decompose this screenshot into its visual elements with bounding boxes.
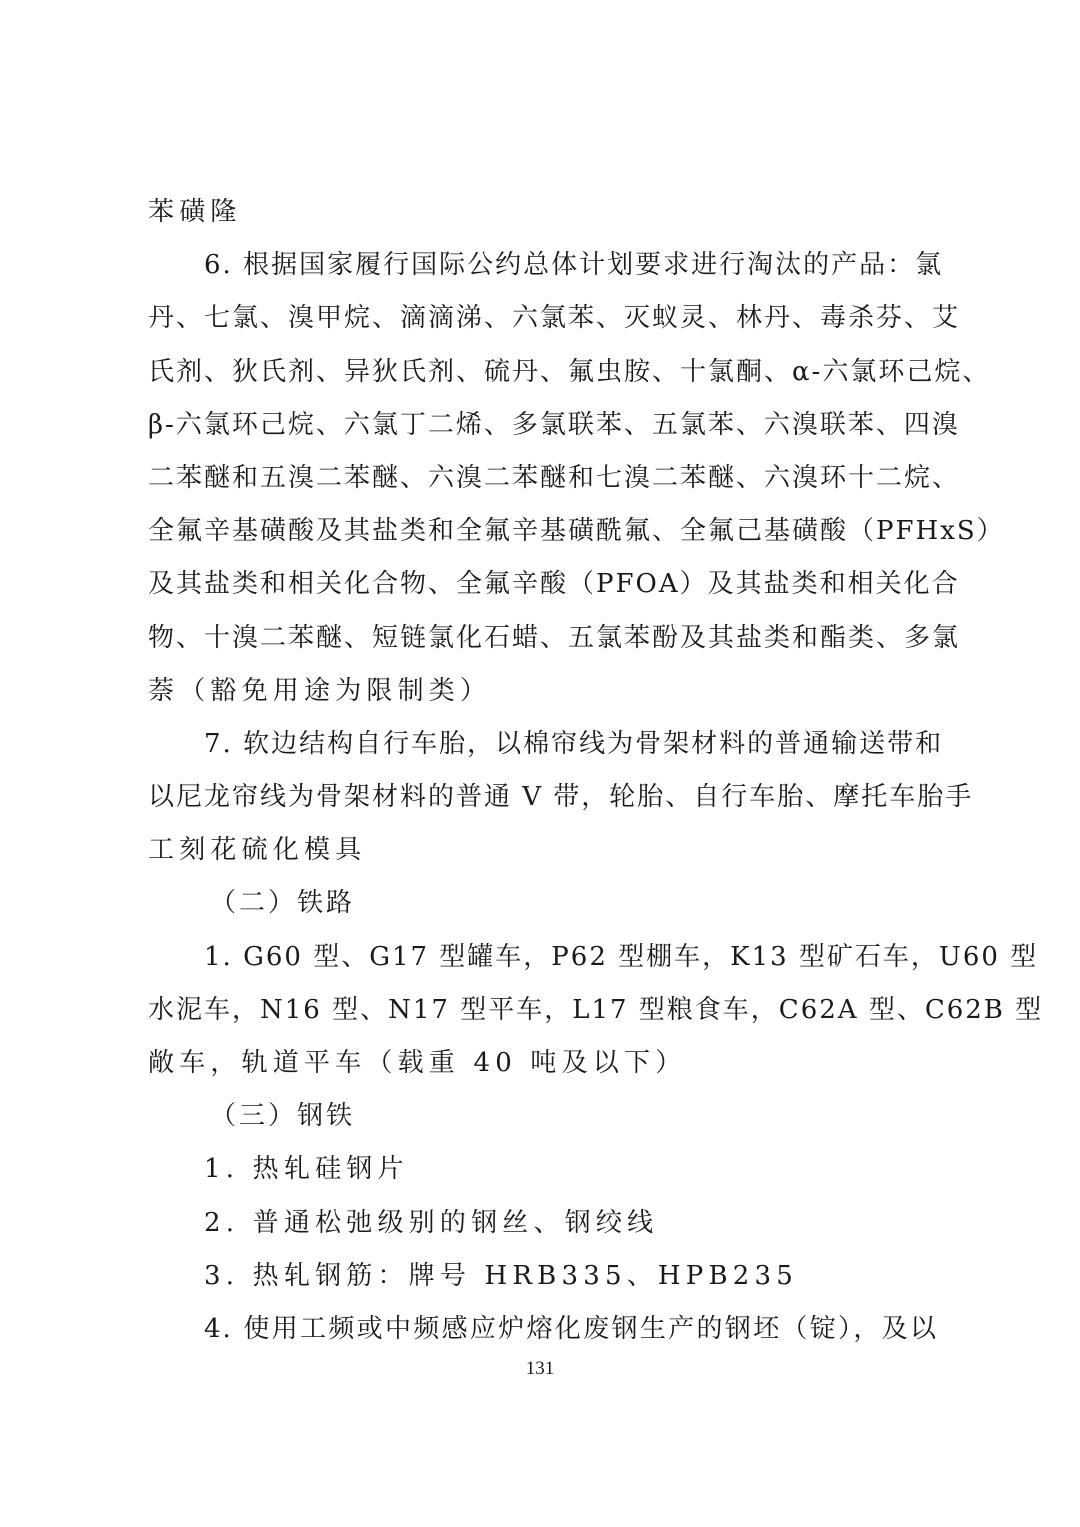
section-heading: （三）钢铁 — [210, 1101, 356, 1132]
text-line: 及其盐类和相关化合物、全氟辛酸（PFOA）及其盐类和相关化合 — [148, 569, 960, 600]
section-heading: （二）铁路 — [210, 888, 356, 919]
text-line: 全氟辛基磺酸及其盐类和全氟辛基磺酰氟、全氟己基磺酸（PFHxS） — [148, 516, 1005, 547]
text-line: 物、十溴二苯醚、短链氯化石蜡、五氯苯酚及其盐类和酯类、多氯 — [148, 622, 961, 653]
list-item: 2. 普通松弛级别的钢丝、钢绞线 — [204, 1207, 659, 1238]
text-line: 工刻花硫化模具 — [148, 835, 367, 866]
page-number: 131 — [525, 1358, 555, 1379]
text-line: 敞车，轨道平车（载重 40 吨及以下） — [148, 1048, 687, 1078]
text-line: β-六氯环己烷、六氯丁二烯、多氯联苯、五氯苯、六溴联苯、四溴 — [148, 409, 960, 440]
text-line: 丹、七氯、溴甲烷、滴滴涕、六氯苯、灭蚁灵、林丹、毒杀芬、艾 — [148, 303, 961, 334]
text-line: 二苯醚和五溴二苯醚、六溴二苯醚和七溴二苯醚、六溴环十二烷、 — [148, 462, 961, 493]
document-body — [148, 186, 1044, 1356]
list-item-start: 4. 使用工频或中频感应炉熔化废钢生产的钢坯（锭），及以 — [204, 1313, 938, 1344]
text-line: 氏剂、狄氏剂、异狄氏剂、硫丹、氟虫胺、十氯酮、α-六氯环己烷、 — [148, 356, 991, 387]
text-line: 萘（豁免用途为限制类） — [148, 675, 492, 706]
list-item: 1. 热轧硅钢片 — [204, 1154, 409, 1185]
text-line: 以尼龙帘线为骨架材料的普通 V 带，轮胎、自行车胎、摩托车胎手 — [148, 782, 974, 813]
list-item-start: 1. G60 型、G17 型罐车，P62 型棚车，K13 型矿石车，U60 型 — [204, 941, 1039, 972]
list-item-start: 6. 根据国家履行国际公约总体计划要求进行淘汰的产品：氯 — [204, 250, 944, 281]
list-item: 3. 热轧钢筋：牌号 HRB335、HPB235 — [204, 1260, 799, 1291]
text-line: 苯磺隆 — [148, 197, 242, 227]
list-item-start: 7. 软边结构自行车胎，以棉帘线为骨架材料的普通输送带和 — [204, 728, 944, 759]
text-line: 水泥车，N16 型、N17 型平车，L17 型粮食车，C62A 型、C62B 型 — [148, 994, 1044, 1025]
